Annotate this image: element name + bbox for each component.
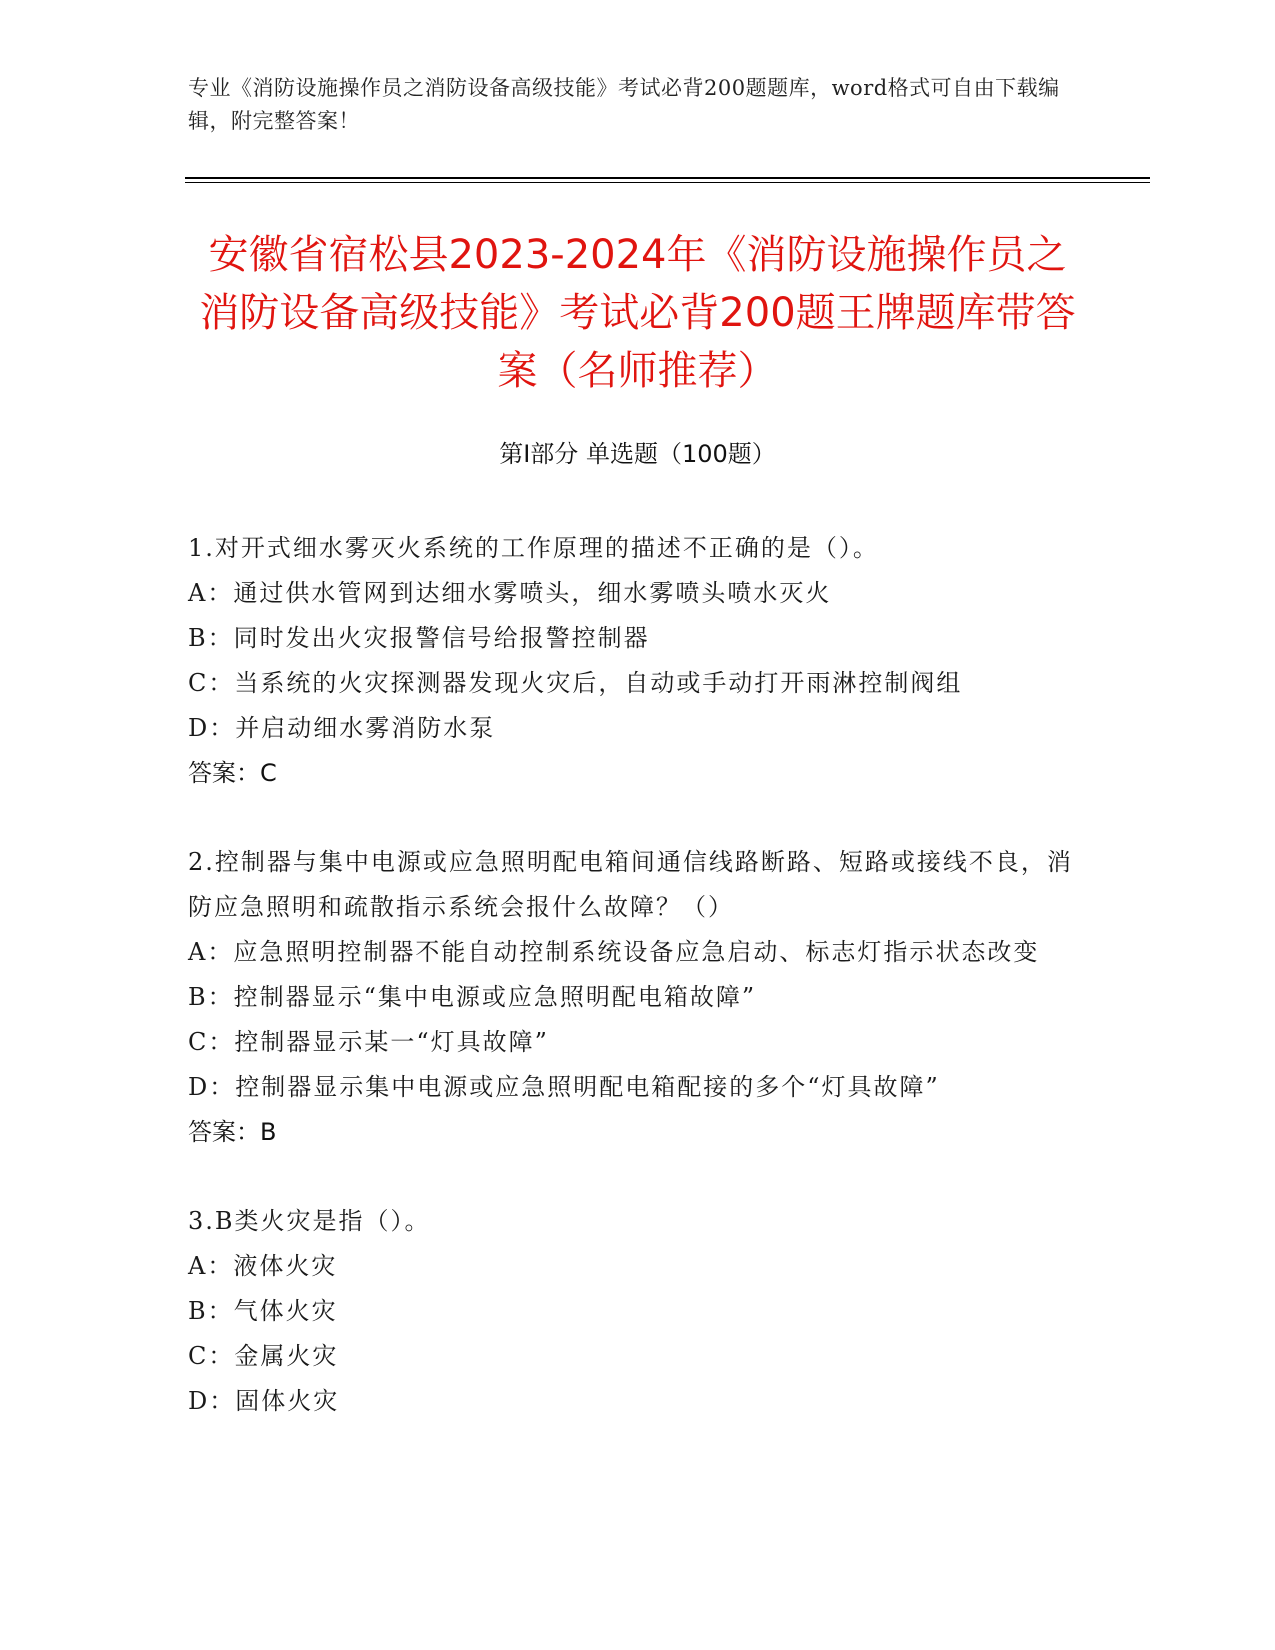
question-list [188,526,1088,1468]
option-b: B：气体火灾 [188,1297,338,1325]
option-a: A：通过供水管网到达细水雾喷头，细水雾喷头喷水灭火 [188,579,832,607]
question-3 [188,1199,1088,1424]
option-a: A：应急照明控制器不能自动控制系统设备应急启动、标志灯指示状态改变 [188,938,1040,966]
question-1 [188,526,1088,796]
option-d: D：并启动细水雾消防水泵 [188,714,496,742]
option-d: D：控制器显示集中电源或应急照明配电箱配接的多个“灯具故障” [188,1073,940,1101]
question-stem: 2.控制器与集中电源或应急照明配电箱间通信线路断路、短路或接线不良，消防应急照明和疏散指示系统会报什么故障？（） [188,848,1073,921]
document-title: 安徽省宿松县2023-2024年《消防设施操作员之消防设备高级技能》考试必背200题王牌题库带答案（名师推荐） [199,232,1076,394]
option-b: B：同时发出火灾报警信号给报警控制器 [188,624,650,652]
option-c: C：控制器显示某一“灯具故障” [188,1028,549,1056]
question-stem: 3.B类火灾是指（）。 [188,1207,431,1235]
answer: 答案：C [188,759,277,787]
header-rule-thick [185,177,1150,179]
answer: 答案：B [188,1118,277,1146]
option-c: C：当系统的火灾探测器发现火灾后，自动或手动打开雨淋控制阀组 [188,669,963,697]
option-c: C：金属火灾 [188,1342,339,1370]
section-title: 第Ⅰ部分 单选题（100题） [499,440,776,468]
header-rule-thin [185,182,1150,183]
option-b: B：控制器显示“集中电源或应急照明配电箱故障” [188,983,757,1011]
option-d: D：固体火灾 [188,1387,340,1415]
question-stem: 1.对开式细水雾灭火系统的工作原理的描述不正确的是（）。 [188,534,879,562]
header-note: 专业《消防设施操作员之消防设备高级技能》考试必背200题题库，word格式可自由下载编辑，附完整答案！ [188,76,1060,133]
option-a: A：液体火灾 [188,1252,338,1280]
question-2 [188,840,1088,1155]
